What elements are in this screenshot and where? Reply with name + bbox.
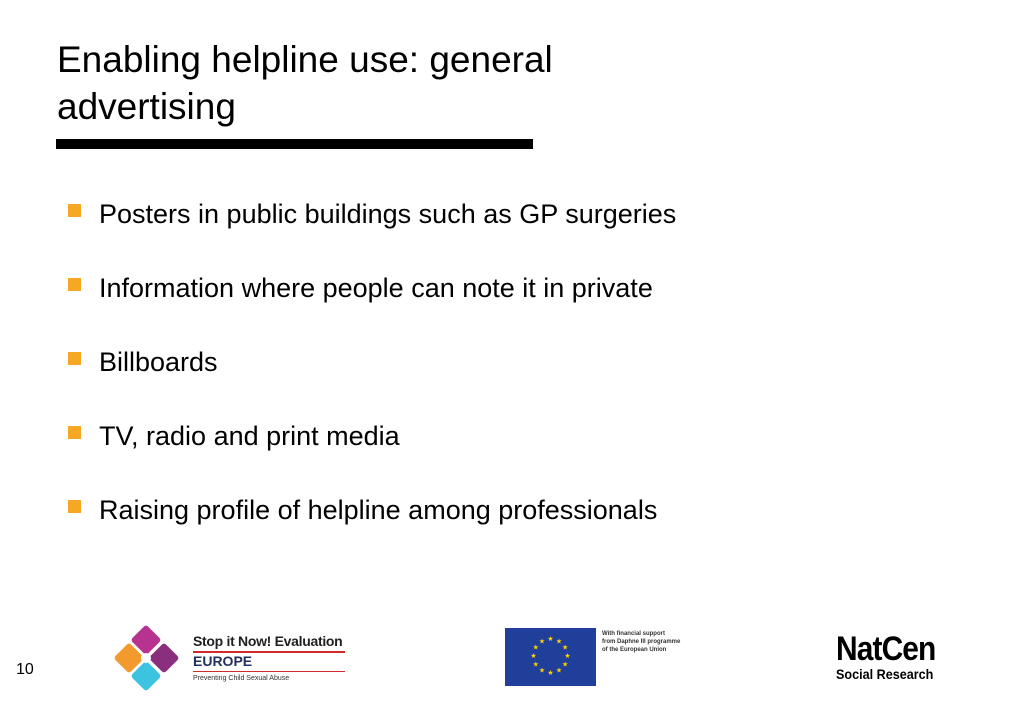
stop-it-now-logo xyxy=(113,625,353,691)
bullet-square-icon xyxy=(68,426,81,439)
stop-logo-tagline: Preventing Child Sexual Abuse xyxy=(193,675,290,682)
natcen-logo xyxy=(836,632,961,682)
eu-funding-text xyxy=(602,630,680,654)
svg-text:★: ★ xyxy=(547,635,554,643)
svg-text:★: ★ xyxy=(530,652,537,660)
natcen-logo-subtitle: Social Research xyxy=(836,666,934,682)
page-number: 10 xyxy=(16,661,34,678)
bullet-item xyxy=(66,196,676,270)
eu-funding-line: from Daphne III programme xyxy=(602,639,681,645)
title-underline xyxy=(56,139,533,149)
stop-logo-subtitle: EUROPE xyxy=(193,653,253,669)
bullet-item xyxy=(66,492,676,566)
svg-text:★: ★ xyxy=(555,637,563,646)
bullet-item xyxy=(66,418,676,492)
natcen-logo-name: NatCen xyxy=(836,630,936,668)
stop-logo-divider xyxy=(193,671,345,672)
bullet-text: TV, radio and print media xyxy=(99,421,400,451)
svg-text:★: ★ xyxy=(547,669,554,677)
svg-text:★: ★ xyxy=(532,660,539,669)
bullet-square-icon xyxy=(68,204,81,217)
bullet-square-icon xyxy=(68,352,81,365)
svg-text:★: ★ xyxy=(564,652,571,660)
bullet-item xyxy=(66,270,676,344)
eu-funding-line: of the European Union xyxy=(602,647,667,653)
eu-flag-logo xyxy=(505,628,596,686)
svg-text:★: ★ xyxy=(555,666,563,675)
svg-text:★: ★ xyxy=(538,637,546,646)
bullet-list xyxy=(66,196,676,566)
eu-stars-icon xyxy=(505,628,596,686)
bullet-item xyxy=(66,344,676,418)
svg-text:★: ★ xyxy=(562,643,569,652)
bullet-text: Information where people can note it in private xyxy=(99,273,653,303)
bullet-square-icon xyxy=(68,278,81,291)
bullet-square-icon xyxy=(68,500,81,513)
eu-funding-line: With financial support xyxy=(602,631,665,637)
puzzle-pieces-icon xyxy=(113,625,189,691)
stop-logo-title: Stop it Now! Evaluation xyxy=(193,633,343,649)
bullet-text: Billboards xyxy=(99,347,218,377)
svg-text:★: ★ xyxy=(562,660,569,669)
bullet-text: Raising profile of helpline among professionals xyxy=(99,495,658,525)
svg-text:★: ★ xyxy=(532,643,539,652)
bullet-text: Posters in public buildings such as GP surgeries xyxy=(99,199,677,229)
svg-text:★: ★ xyxy=(538,666,546,675)
slide-title: Enabling helpline use: general advertising xyxy=(57,39,553,127)
